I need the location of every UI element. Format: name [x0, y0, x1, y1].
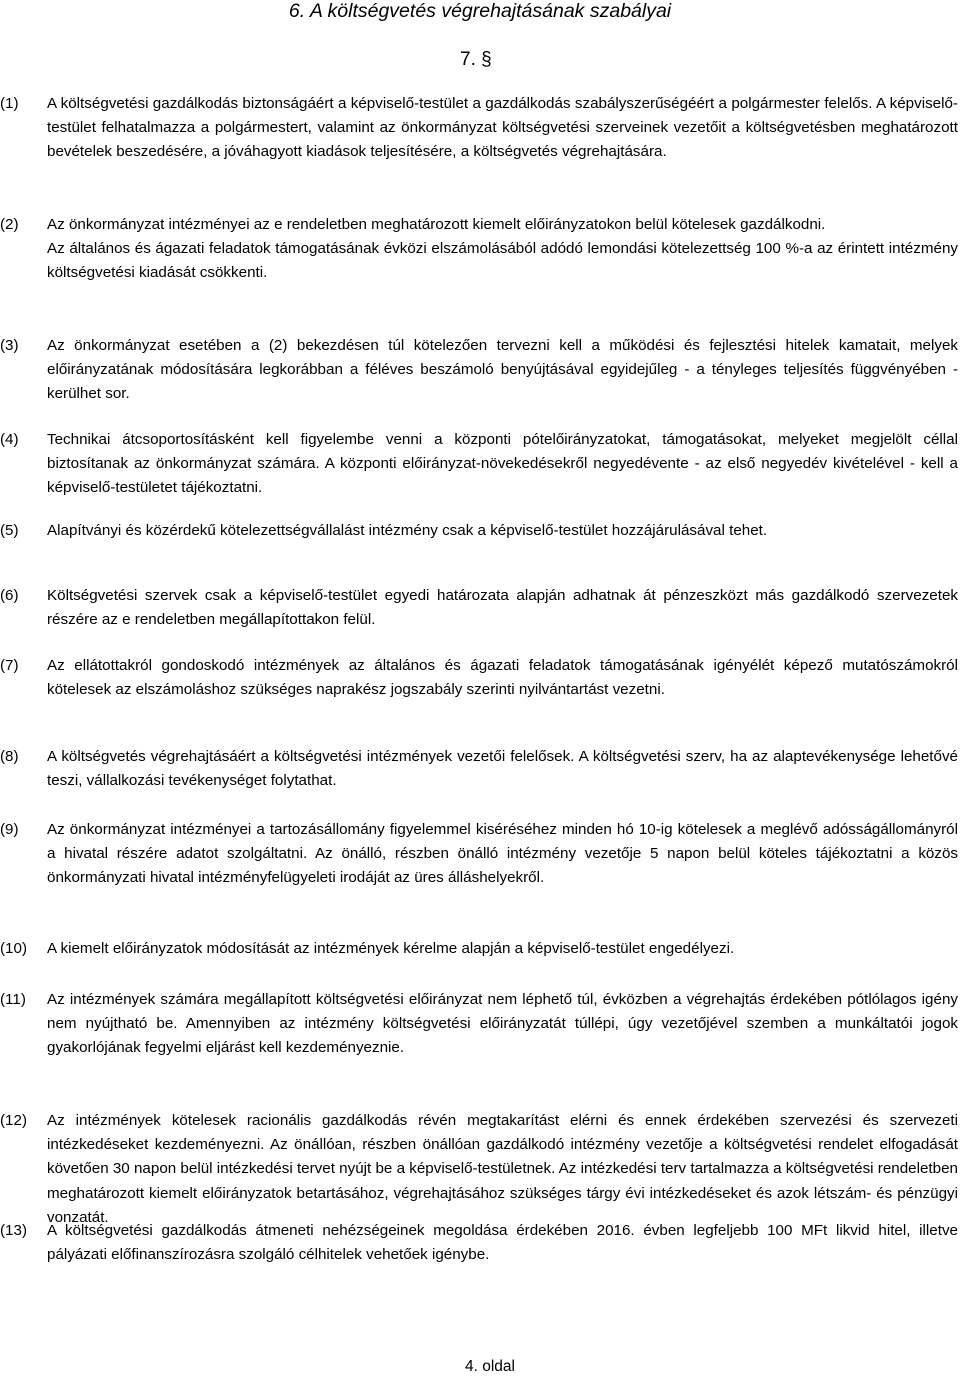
paragraph: [0, 1219, 958, 1267]
paragraph-number: (6): [0, 587, 19, 604]
paragraph-number: (5): [0, 522, 19, 539]
paragraph-body: [47, 584, 958, 632]
paragraph-number: (11): [0, 991, 26, 1008]
paragraph-text: Az önkormányzat intézményei a tartozásállomány figyelemmel kiséréséhez minden hó 10-ig kötelesek a meglévő adósságállományról a hivatal részére adatot szolgáltatni. Az önálló, részben önálló intézmény vezetője 5 napon belül köteles tájékoztatni a közös önkormányzati hivatal intézményfelügyeleti irodáját az üres álláshelyekről.: [47, 821, 958, 887]
section-number: 7. §: [460, 49, 492, 70]
paragraph-number: (3): [0, 337, 19, 354]
paragraph-text: Technikai átcsoportosításként kell figyelembe venni a központi pótelőirányzatokat, támogatásokat, melyeket megjelölt céllal biztosítanak az önkormányzat számára. A központi előirányzat-növekedésekről negyedévente - az első negyedév kivételével - kell a képviselő-testületet tájékoztatni.: [47, 431, 958, 497]
paragraph-body: [47, 519, 958, 543]
paragraph-number: (4): [0, 431, 19, 448]
paragraph-number: (9): [0, 821, 19, 838]
paragraph: [0, 584, 958, 632]
page-number: 4. oldal: [465, 1358, 515, 1375]
paragraph-text: Alapítványi és közérdekű kötelezettségvállalást intézmény csak a képviselő-testület hozzájárulásával tehet.: [47, 522, 768, 539]
paragraph: [0, 213, 958, 286]
paragraph-body: [47, 1219, 958, 1267]
paragraph-text: Az általános és ágazati feladatok támogatásának évközi elszámolásából adódó lemondási kötelezettség 100 %-a az érintett intézmény költségvetési kiadását csökkenti.: [47, 240, 958, 282]
paragraph-body: [47, 428, 958, 501]
paragraph-body: [47, 92, 958, 165]
paragraph-body: [47, 213, 958, 286]
paragraph: [0, 519, 958, 543]
paragraph-text: Költségvetési szervek csak a képviselő-testület egyedi határozata alapján adhatnak át pénzeszközt más gazdálkodó szervezetek részére az e rendeletben megállapítottakon felül.: [47, 587, 958, 629]
paragraph-text: Az intézmények számára megállapított költségvetési előirányzat nem léphető túl, évközben a végrehajtás érdekében pótlólagos igény nem nyújtható be. Amennyiben az intézmény költségvetési előirányzatát túllépi, úgy vezetőjével szemben a munkáltatói jogok gyakorlójának fegyelmi eljárást kell kezdeményeznie.: [47, 991, 958, 1057]
paragraph-text: A költségvetési gazdálkodás biztonságáért a képviselő-testület a gazdálkodás szabályszerűségéért a polgármester felelős. A képviselő-testület felhatalmazza a polgármestert, valamint az önkormányzat költségvetési szerveinek vezetőit a költségvetésben meghatározott bevételek beszedésére, a jóváhagyott kiadások teljesítésére, a költségvetés végrehajtására.: [47, 95, 958, 161]
paragraph-number: (12): [0, 1112, 28, 1129]
paragraph-number: (8): [0, 748, 19, 765]
paragraph-text: Az önkormányzat esetében a (2) bekezdésen túl kötelezően tervezni kell a működési és fejlesztési hitelek kamatait, melyek előirányzatának módosítására legkorábban a féléves beszámoló benyújtásával egyidejűleg - a tényleges teljesítés függvényében - kerülhet sor.: [47, 337, 958, 403]
paragraph: [0, 937, 958, 961]
paragraph-body: [47, 818, 958, 891]
paragraph-body: [47, 988, 958, 1061]
paragraph-body: [47, 1109, 958, 1230]
paragraph-number: (10): [0, 940, 28, 957]
paragraph-body: [47, 334, 958, 407]
paragraph-body: [47, 937, 958, 961]
paragraph-number: (1): [0, 95, 19, 112]
paragraph: [0, 988, 958, 1061]
paragraph-text: Az ellátottakról gondoskodó intézmények az általános és ágazati feladatok támogatásának igényélét képező mutatószámokról kötelesek az elszámoláshoz szükséges naprakész jogszabály szerinti nyilvántartást vezetni.: [47, 657, 958, 699]
paragraph: [0, 745, 958, 793]
chapter-title: 6. A költségvetés végrehajtásának szabályai: [288, 0, 672, 22]
paragraph-text: A költségvetés végrehajtásáért a költségvetési intézmények vezetői felelősek. A költségvetési szerv, ha az alaptevékenysége lehetővé teszi, vállalkozási tevékenységet folytathat.: [47, 748, 958, 790]
paragraph: [0, 1109, 958, 1230]
paragraph: [0, 334, 958, 407]
paragraph-text: Az intézmények kötelesek racionális gazdálkodás révén megtakarítást elérni és ennek érdekében szervezési és szervezeti intézkedéseket kezdeményezni. Az önállóan, részben önállóan gazdálkodó intézmény vezetője a költségvetési rendelet elfogadását követően 30 napon belül intézkedési tervet nyújt be a képviselő-testületnek. Az intézkedési terv tartalmazza a költségvetési rendeletben meghatározott kiemelt előirányzatok betartásához, végrehajtásához szükséges tárgy évi intézkedéseket és azok létszám- és pénzügyi vonzatát.: [47, 1112, 958, 1226]
paragraph: [0, 428, 958, 501]
paragraph: [0, 818, 958, 891]
paragraph-number: (7): [0, 657, 19, 674]
paragraph-body: [47, 745, 958, 793]
paragraph-text: Az önkormányzat intézményei az e rendeletben meghatározott kiemelt előirányzatokon belül kötelesek gazdálkodni.: [47, 216, 826, 233]
paragraph-text: A kiemelt előirányzatok módosítását az intézmények kérelme alapján a képviselő-testület engedélyezi.: [47, 940, 735, 957]
paragraph-body: [47, 654, 958, 702]
paragraph-number: (2): [0, 216, 19, 233]
paragraph-text: A költségvetési gazdálkodás átmeneti nehézségeinek megoldása érdekében 2016. évben legfeljebb 100 MFt likvid hitel, illetve pályázati előfinanszírozásra szolgáló célhitelek vehetőek igénybe.: [47, 1222, 958, 1264]
paragraph: [0, 654, 958, 702]
paragraph: [0, 92, 958, 165]
paragraph-number: (13): [0, 1222, 28, 1239]
